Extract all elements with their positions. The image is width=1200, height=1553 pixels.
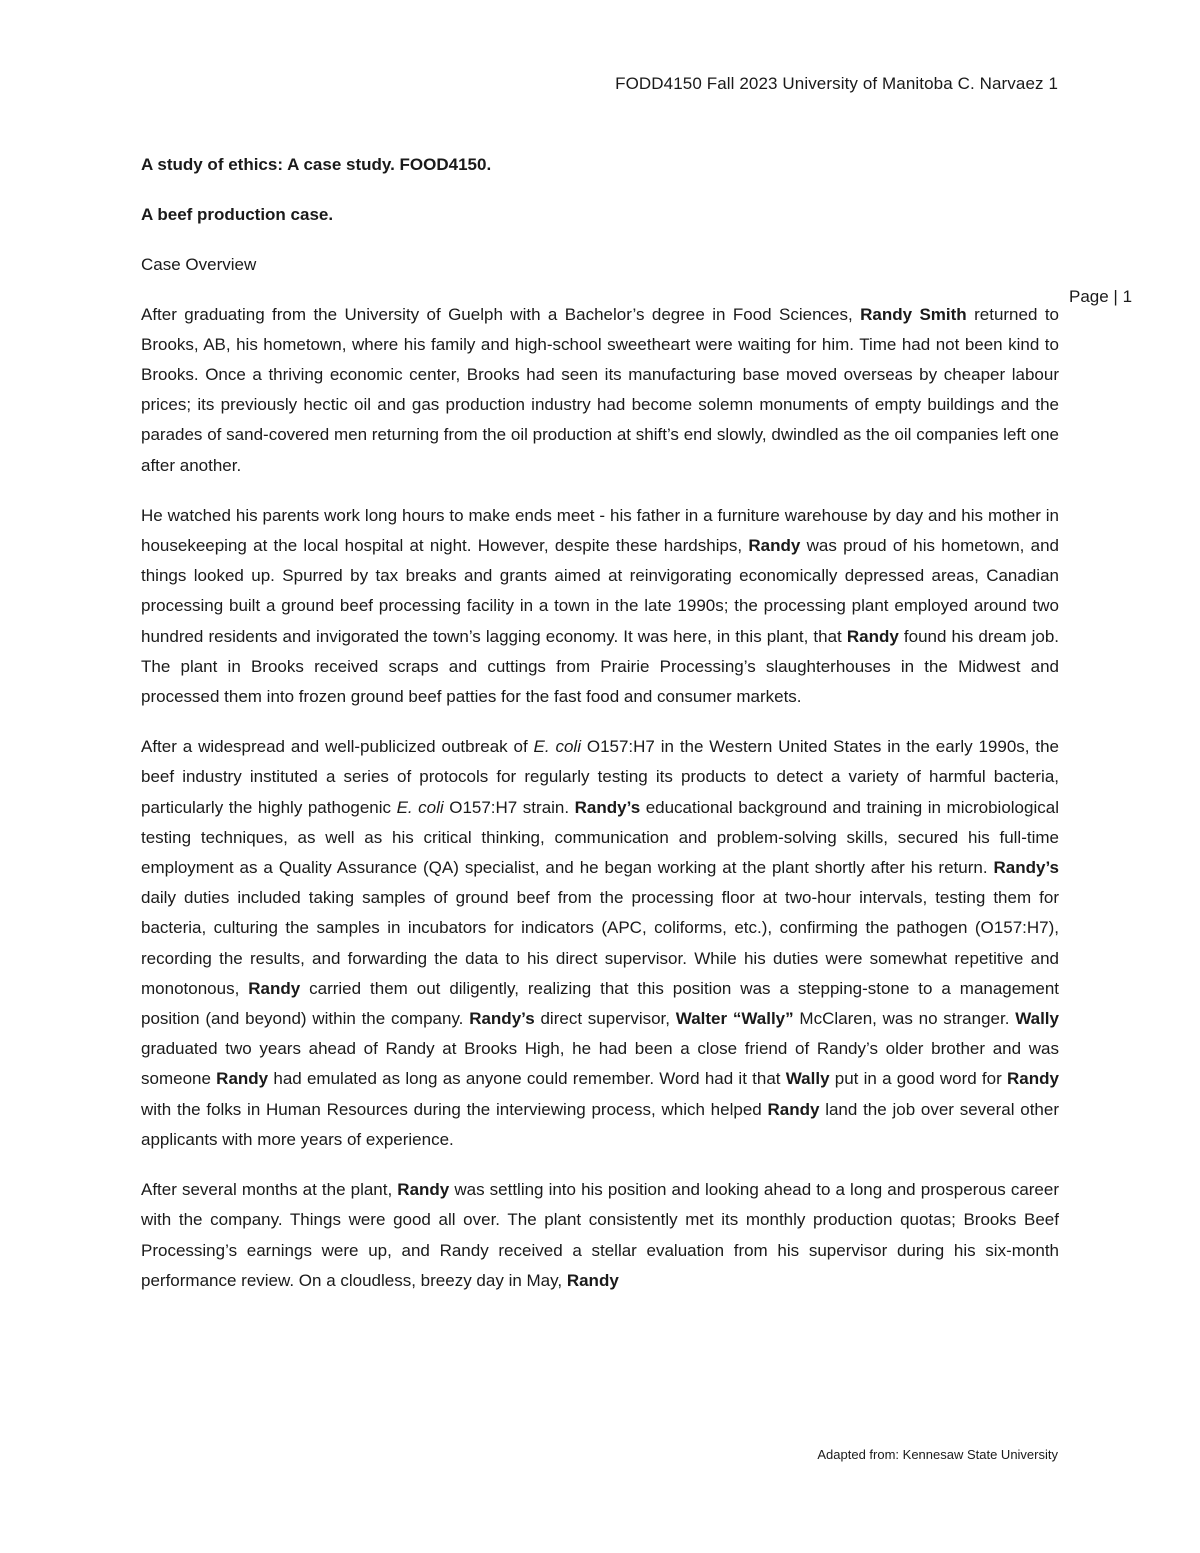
document-title: A study of ethics: A case study. FOOD4150. [141,155,492,174]
text-run: was settling into his position and looking ahead to a long and prosperous career with the company. Things were good all over. The plant consistently met its monthly production quotas; Brooks Beef Processing’s earnings were up, and Randy received a stellar evaluation from his supervisor during his six-month performance review. On a cloudless, breezy day in May, [141,1180,1060,1290]
bold-name-text: Randy’s [993,858,1059,878]
text-run: had emulated as long as anyone could remember. Word had it that [268,1069,786,1089]
bold-name-text: Wally [1015,1009,1059,1029]
text-run: direct supervisor, [534,1009,676,1029]
text-run: After a widespread and well-publicized outbreak of [141,737,534,757]
italic-term-text: E. coli [396,797,444,817]
paragraph [141,501,1059,712]
text-run: graduated two years ahead of Randy at Brooks High, he had been a close friend of Randy’s older brother and was someone [141,1039,1059,1089]
document-body [141,150,1059,1316]
bold-name-text: Randy [846,626,899,646]
bold-name-text: Randy [248,978,301,998]
bold-name-text: Randy [767,1099,820,1119]
section-heading: Case Overview [141,255,257,275]
document-subtitle: A beef production case. [141,205,334,225]
footer-credit: Adapted from: Kennesaw State University [817,1447,1058,1462]
text-run: O157:H7 in the Western United States in the early 1990s, the beef industry instituted a series of protocols for regularly testing its products to detect a variety of harmful bacteria, particularly the highly pathogenic [141,737,1060,817]
paragraph [141,1175,1059,1296]
text-run: daily duties included taking samples of ground beef from the processing floor at two-hour intervals, testing them for bacteria, culturing the samples in incubators for indicators (APC, coliforms, etc.), confirming the pathogen (O157:H7), recording the results, and forwarding the data to his direct supervisor. While his duties were somewhat repetitive and monotonous, [141,888,1059,998]
paragraph [141,300,1059,481]
text-run: land the job over several other applicants with more years of experience. [141,1099,1060,1149]
text-run: returned to Brooks, AB, his hometown, where his family and high-school sweetheart were waiting for him. Time had not been kind to Brooks. Once a thriving economic center, Brooks had seen its manufacturing base moved overseas by cheaper labour prices; its previously hectic oil and gas production industry had become solemn monuments of empty buildings and the parades of sand-covered men returning from the oil production at shift’s end slowly, dwindled as the oil companies left one after another. [141,304,1060,475]
bold-name-text: Randy’s [469,1009,535,1029]
bold-name-text: Walter “Wally” [675,1009,794,1029]
text-run: McClaren, was no stranger. [793,1009,1016,1029]
text-run: O157:H7 strain. [443,797,575,817]
paragraph [141,732,1059,1155]
bold-name-text: Randy [216,1069,269,1089]
text-run: carried them out diligently, realizing that this position was a stepping-stone to a management position (and beyond) within the company. [141,978,1060,1029]
bold-name-text: Randy Smith [860,304,967,324]
text-run: with the folks in Human Resources during the interviewing process, which helped [141,1099,768,1119]
bold-name-text: Randy [397,1180,450,1200]
running-header: FODD4150 Fall 2023 University of Manitoba C. Narvaez 1 [615,74,1058,93]
text-run: He watched his parents work long hours to make ends meet - his father in a furniture warehouse by day and his mother in housekeeping at the local hospital at night. However, despite these hardships, [141,505,1059,556]
italic-term-text: E. coli [533,737,581,757]
text-run: After graduating from the University of Guelph with a Bachelor’s degree in Food Sciences, [141,304,861,324]
page-number-label: Page | 1 [1069,287,1133,306]
text-run: educational background and training in microbiological testing techniques, as well as his critical thinking, communication and problem-solving skills, secured his full-time employment as a Quality Assurance (QA) specialist, and he began working at the plant shortly after his return. [141,797,1059,878]
bold-name-text: Randy’s [574,797,641,817]
bold-name-text: Randy [1007,1069,1059,1089]
bold-name-text: Randy [748,536,801,556]
text-run: put in a good word for [829,1069,1008,1089]
text-run: found his dream job. The plant in Brooks received scraps and cuttings from Prairie Processing’s slaughterhouses in the Midwest and processed them into frozen ground beef patties for the fast food and consumer markets. [141,626,1059,707]
text-run: was proud of his hometown, and things looked up. Spurred by tax breaks and grants aimed at reinvigorating economically depressed areas, Canadian processing built a ground beef processing facility in a town in the late 1990s; the processing plant employed around two hundred residents and invigorated the town’s lagging economy. It was here, in this plant, that [141,536,1059,646]
bold-name-text: Wally [785,1069,830,1089]
bold-name-text: Randy [566,1270,619,1290]
text-run: After several months at the plant, [141,1180,398,1200]
